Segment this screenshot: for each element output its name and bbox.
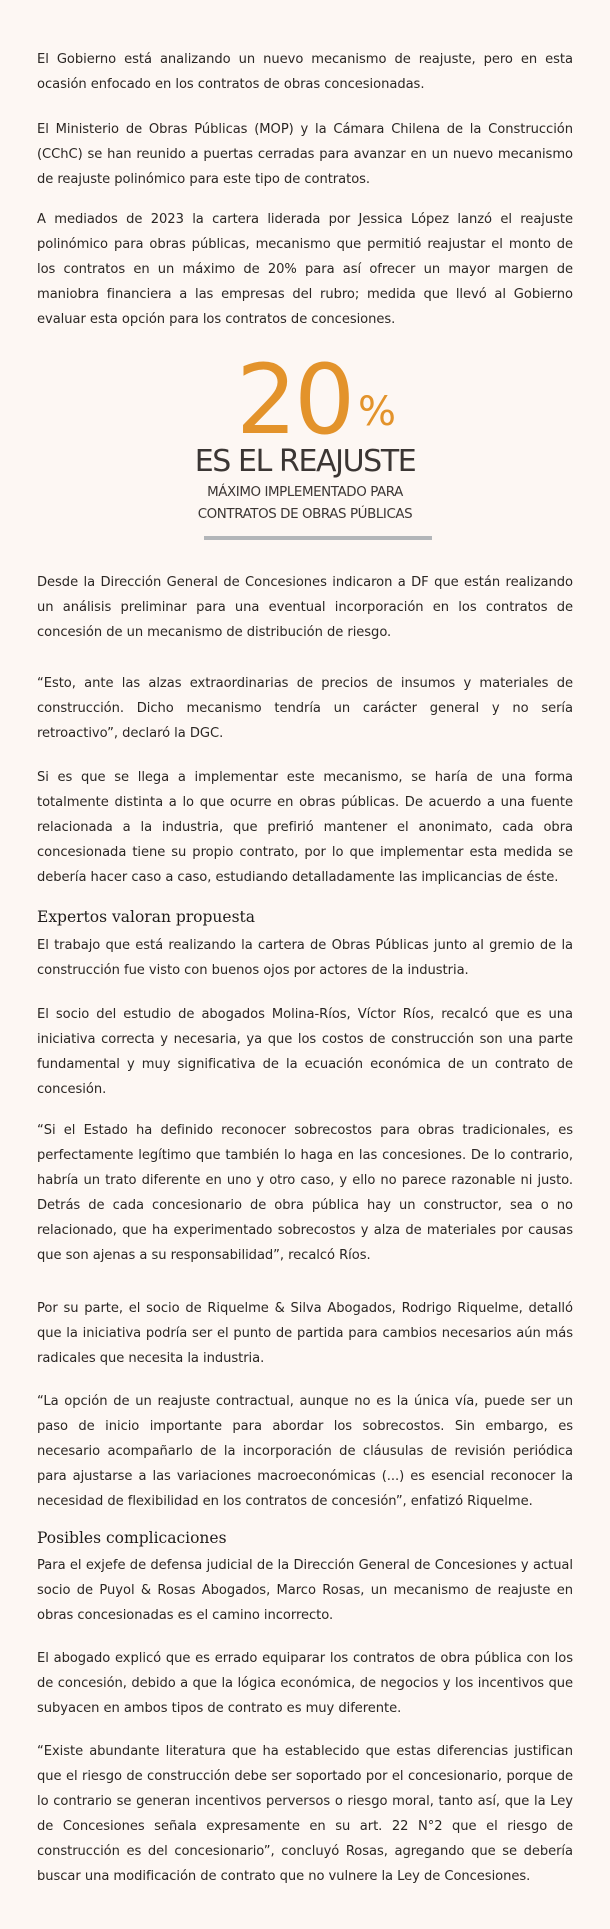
stat-number: 20 [236,344,353,456]
stat-subtitle-line-1: MÁXIMO IMPLEMENTADO PARA [207,485,403,500]
paragraph-rosas: Para el exjefe de defensa judicial de la Dirección General de Concesiones y actual socio de Puyol & Rosas Abogados, Marco Rosas, un mecanismo de reajuste en obras concesionadas es el camino incorrecto. [37,1558,573,1623]
stat-headline: ES EL REAJUSTE [194,444,416,479]
stat-percent-sign: % [358,389,397,435]
paragraph-riquelme-quote: “La opción de un reajuste contractual, aunque no es la única vía, puede ser un paso de inicio importante para abordar los sobrecostos. Sin embargo, es necesario acompañarlo de la incorporación de cláusulas de revisión periódica para ajustarse a las variaciones macroeconómicas (...) es esencial reconocer la necesidad de flexibilidad en los contratos de concesión”, enfatizó Riquelme. [37,1394,573,1509]
paragraph-rosas-explanation: El abogado explicó que es errado equiparar los contratos de obra pública con los de concesión, debido a que la lógica económica, de negocios y los incentivos que subyacen en ambos tipos de contrato es muy diferente. [37,1651,573,1716]
section-heading-complicaciones: Posibles complicaciones [37,1529,227,1547]
stat-divider [204,536,432,540]
paragraph-rios-quote: “Si el Estado ha definido reconocer sobrecostos para obras tradicionales, es perfectamente legítimo que también lo haga en las concesiones. De lo contrario, habría un trato diferente en uno y otro caso, y ello no parece razonable ni justo. Detrás de cada concesionario de obra pública hay un constructor, sea o no relacionado, que ha experimentado sobrecostos y alza de materiales por causas que son ajenas a su responsabilidad”, recalcó Ríos. [37,1123,573,1263]
paragraph-riquelme: Por su parte, el socio de Riquelme & Silva Abogados, Rodrigo Riquelme, detalló que la iniciativa podría ser el punto de partida para cambios necesarios aún más radicales que necesita la industria. [37,1301,573,1366]
section-heading-expertos: Expertos valoran propuesta [37,908,256,926]
paragraph-background: A mediados de 2023 la cartera liderada por Jessica López lanzó el reajuste polinómico para obras públicas, mecanismo que permitió reajustar el monto de los contratos en un máximo de 20% para así ofrecer un mayor margen de maniobra financiera a las empresas del rubro; medida que llevó al Gobierno evaluar esta opción para los contratos de concesiones. [37,212,573,327]
paragraph-implementation: Si es que se llega a implementar este mecanismo, se haría de una forma totalmente distinta a lo que ocurre en obras públicas. De acuerdo a una fuente relacionada a la industria, que prefirió mantener el anonimato, cada obra concesionada tiene su propio contrato, por lo que implementar esta medida se debería hacer caso a caso, estudiando detalladamente las implicancias de éste. [37,770,573,885]
paragraph-rios: El socio del estudio de abogados Molina-Ríos, Víctor Ríos, recalcó que es una iniciativa correcta y necesaria, ya que los costos de construcción son una parte fundamental y muy significativa de la ecuación económica de un contrato de concesión. [37,1007,573,1097]
paragraph-intro: El Gobierno está analizando un nuevo mecanismo de reajuste, pero en esta ocasión enfocado en los contratos de obras concesionadas. [37,52,573,92]
paragraph-dgc: Desde la Dirección General de Concesiones indicaron a DF que están realizando un análisis preliminar para una eventual incorporación en los contratos de concesión de un mecanismo de distribución de riesgo. [37,575,573,640]
paragraph-mop-cchc: El Ministerio de Obras Públicas (MOP) y la Cámara Chilena de la Construcción (CChC) se han reunido a puertas cerradas para avanzar en un nuevo mecanismo de reajuste polinómico para este tipo de contratos. [37,122,573,187]
stat-subtitle-line-2: CONTRATOS DE OBRAS PÚBLICAS [197,507,413,522]
paragraph-rosas-quote: “Existe abundante literatura que ha establecido que estas diferencias justifican que el riesgo de construcción debe ser soportado por el concesionario, porque de lo contrario se generan incentivos perversos o riesgo moral, tanto así, que la Ley de Concesiones señala expresamente en su art. 22 N°2 que el riesgo de construcción es del concesionario”, concluyó Rosas, agregando que se debería buscar una modificación de contrato que no vulnere la Ley de Concesiones. [37,1744,573,1884]
paragraph-industry-view: El trabajo que está realizando la cartera de Obras Públicas junto al gremio de la construcción fue visto con buenos ojos por actores de la industria. [37,938,573,978]
stat-infographic [0,344,610,552]
paragraph-dgc-quote: “Esto, ante las alzas extraordinarias de precios de insumos y materiales de construcción. Dicho mecanismo tendría un carácter general y no sería retroactivo”, declaró la DGC. [37,676,573,741]
